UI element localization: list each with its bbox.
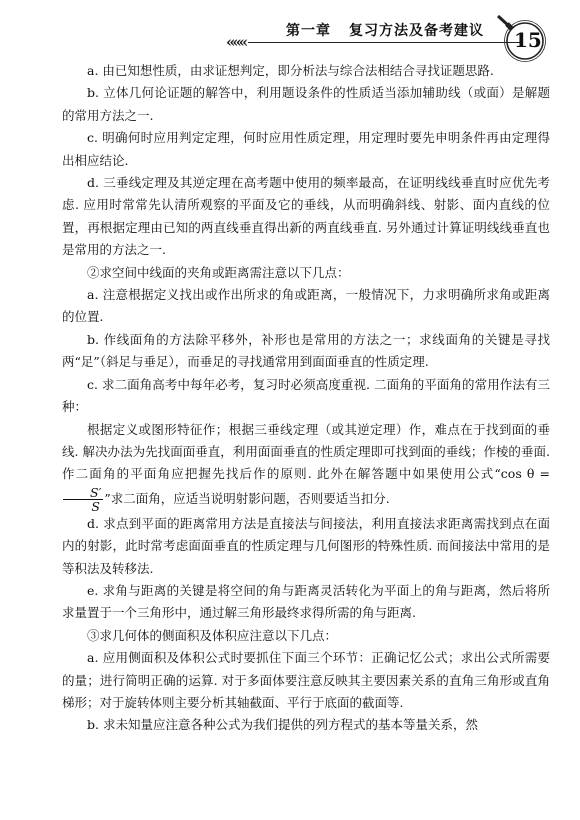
page-number: 15 xyxy=(514,28,542,52)
chapter-heading xyxy=(286,20,484,40)
paragraph: b. 求未知量应注意各种公式为我们提供的列方程式的基本等量关系，然 xyxy=(87,717,478,733)
chevron-decoration-icon: ««« xyxy=(226,33,246,51)
cos-ratio-formula xyxy=(63,486,103,513)
paragraph: e. 求角与距离的关键是将空间的角与距离灵活转化为平面上的角与距离，然后将所求量置于一个三角形中，通过解三角形最终求得所需的角与距离. xyxy=(62,582,550,621)
formula-denominator: S xyxy=(91,498,100,514)
paragraph: b. 作线面角的方法除平移外，补形也是常用的方法之一；求线面角的关键是寻找两“足”（斜足与垂足），而垂足的寻找通常用到面面垂直的性质定理. xyxy=(62,331,550,370)
paragraph: d. 三垂线定理及其逆定理在高考题中使用的频率最高，在证明线线垂直时应优先考虑. 应用时常常先认清所观察的平面及它的垂线，从而明确斜线、射影、面内直线的位置，再根据定理由已知的两直线垂直得出新的两直线垂直. 另外通过计算证明线线垂直也是常用的方法之一. xyxy=(62,175,550,258)
paragraph-with-formula xyxy=(62,419,550,513)
chapter-title: 复习方法及备考建议 xyxy=(349,23,484,39)
header-rule xyxy=(248,42,522,43)
paragraph: a. 由已知想性质，由求证想判定，即分析法与综合法相结合寻找证题思路. xyxy=(87,63,494,78)
formula-lead-text: 根据定义或图形特征作；根据三垂线定理（或其逆定理）作，难点在于找到面的垂线. 解决办法为先找面面垂直，利用面面垂直的性质定理即可找到面的垂线；作棱的垂面. 作二面角的平面角应把握先找后作的原则. 此外在解答题中如果使用公式“cos θ = xyxy=(62,421,550,482)
paragraph: c. 求二面角高考中每年必考，复习时必须高度重视. 二面角的平面角的常用作法有三种： xyxy=(62,376,550,415)
chapter-label: 第一章 xyxy=(286,23,331,39)
paragraph: a. 应用侧面积及体积公式时要抓住下面三个环节：正确记忆公式；求出公式所需要的量；进行简明正确的运算. 对于多面体要注意反映其主要因素关系的直角三角形或直角梯形；对于旋转体则主要分析其轴截面、平行于底面的截面等. xyxy=(62,650,550,710)
paragraph: d. 求点到平面的距离常用方法是直接法与间接法，利用直接法求距离需找到点在面内的射影，此时常考虑面面垂直的性质定理与几何图形的特殊性质. 而间接法中常用的是等积法及转移法. xyxy=(62,515,550,576)
body-text xyxy=(62,60,550,737)
page-number-badge xyxy=(492,14,562,64)
section-heading: ②求空间中线面的夹角或距离需注意以下几点： xyxy=(87,264,350,280)
paragraph: c. 明确何时应用判定定理，何时应用性质定理，用定理时要先申明条件再由定理得出相应结论. xyxy=(62,130,550,168)
paragraph: a. 注意根据定义找出或作出所求的角或距离，一般情况下，力求明确所求角或距离的位置. xyxy=(62,287,550,325)
section-heading: ③求几何体的侧面积及体积应注意以下几点： xyxy=(87,627,338,643)
paragraph: b. 立体几何论证题的解答中，利用题设条件的性质适当添加辅助线（或面）是解题的常用方法之一. xyxy=(62,85,550,123)
formula-numerator: S′ xyxy=(63,486,103,500)
formula-trail-text: ”求二面角，应适当说明射影问题，否则要适当扣分. xyxy=(104,490,390,506)
